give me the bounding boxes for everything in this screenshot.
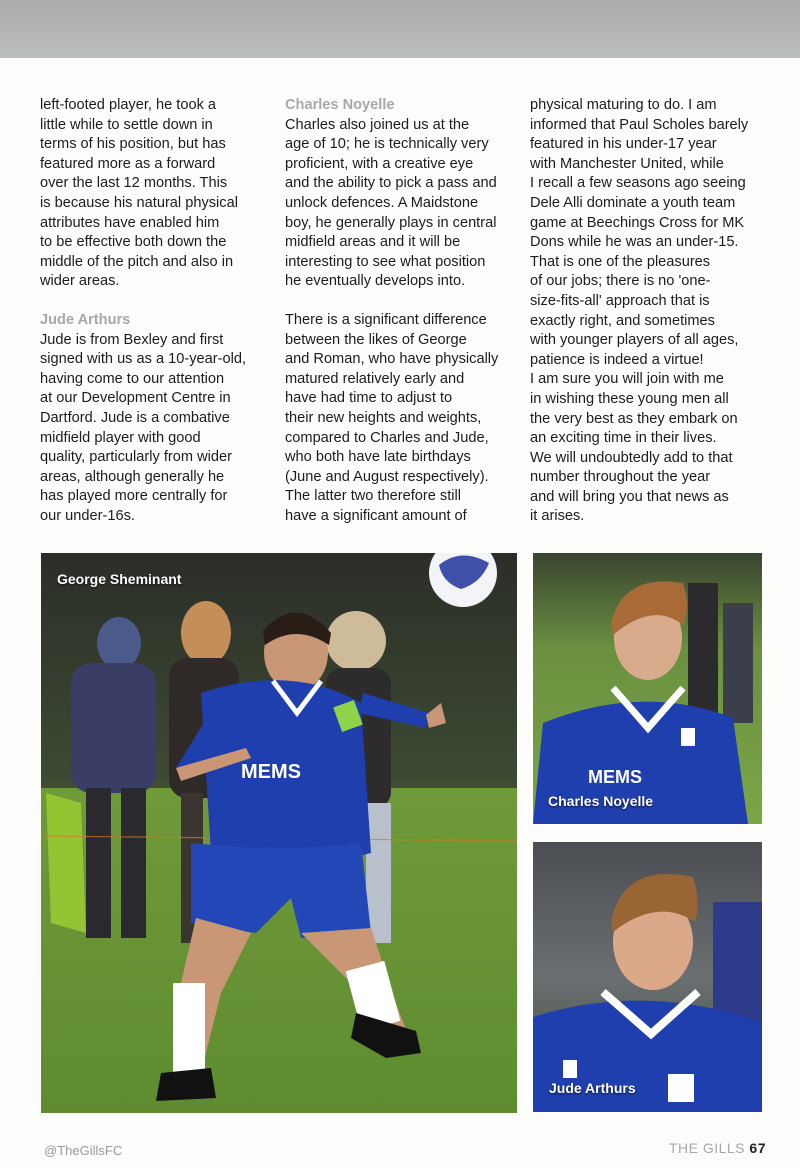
text-line: wider areas.	[40, 273, 120, 290]
column1-body	[40, 331, 274, 527]
text-line: who both have late birthdays	[285, 449, 471, 466]
text-line: quality, particularly from wider	[40, 449, 232, 466]
text-line: signed with us as a 10-year-old,	[40, 351, 247, 368]
text-line: the very best as they embark on	[530, 410, 738, 427]
column3-body	[530, 96, 764, 527]
text-line: attributes have enabled him	[40, 214, 220, 231]
text-line: That is one of the pleasures	[530, 253, 711, 270]
footer-handle: @TheGillsFC	[44, 1143, 123, 1158]
text-line: to be effective both down the	[40, 234, 227, 251]
charles-noyelle-photo	[533, 553, 762, 824]
text-line: Jude is from Bexley and first	[40, 331, 224, 348]
text-line: I am sure you will join with me	[530, 371, 724, 388]
scan-edge	[0, 0, 800, 58]
text-line: boy, he generally plays in central	[285, 214, 497, 231]
text-line: have a significant amount of	[285, 507, 467, 524]
text-line: informed that Paul Scholes barely	[530, 116, 749, 133]
text-line: game at Beechings Cross for MK	[530, 214, 745, 231]
text-line: Dele Alli dominate a youth team	[530, 194, 736, 211]
column1-intro	[40, 96, 274, 292]
text-line: areas, although generally he	[40, 468, 225, 485]
text-column-1	[40, 96, 274, 526]
text-line: midfield player with good	[40, 429, 201, 446]
page-number: 67	[749, 1140, 766, 1156]
text-line: We will undoubtedly add to that	[530, 449, 733, 466]
text-column-2	[285, 96, 519, 526]
text-line: proficient, with a creative eye	[285, 155, 474, 172]
jude-arthurs-photo	[533, 842, 762, 1112]
text-line: have had time to adjust to	[285, 390, 453, 407]
text-line: unlock defences. A Maidstone	[285, 194, 479, 211]
text-line: little while to settle down in	[40, 116, 213, 133]
text-line: has played more centrally for	[40, 488, 228, 505]
text-line: compared to Charles and Jude,	[285, 429, 489, 446]
text-line: an exciting time in their lives.	[530, 430, 717, 447]
text-line: exactly right, and sometimes	[530, 312, 715, 329]
shirt-sponsor-2: MEMS	[588, 767, 642, 787]
text-line: Charles also joined us at the	[285, 116, 470, 133]
text-line: patience is indeed a virtue!	[530, 351, 704, 368]
text-line: interesting to see what position	[285, 253, 486, 270]
text-line: midfield areas and it will be	[285, 234, 461, 251]
charles-noyelle-heading: Charles Noyelle	[285, 97, 395, 113]
shirt-sponsor: MEMS	[241, 761, 301, 783]
text-line: it arises.	[530, 508, 585, 525]
column2-paragraph2	[285, 311, 519, 527]
magazine-name: THE GILLS	[668, 1140, 746, 1156]
text-line: with younger players of all ages,	[530, 332, 739, 349]
column2-body	[285, 116, 519, 292]
text-line: terms of his position, but has	[40, 136, 226, 153]
main-photo-caption: George Sheminant	[57, 571, 182, 587]
text-column-3	[530, 96, 764, 527]
text-line: Dartford. Jude is a combative	[40, 409, 230, 426]
text-line: The latter two therefore still	[285, 488, 462, 505]
text-line: physical maturing to do. I am	[530, 97, 717, 113]
text-line: in wishing these young men all	[530, 390, 729, 407]
text-line: There is a significant difference	[285, 311, 487, 328]
text-line: and Roman, who have physically	[285, 351, 499, 368]
text-line: middle of the pitch and also in	[40, 253, 234, 270]
text-line: he eventually develops into.	[285, 273, 466, 290]
text-line: featured more as a forward	[40, 155, 216, 172]
text-line: our under-16s.	[40, 507, 135, 524]
jude-arthurs-heading: Jude Arthurs	[40, 311, 131, 328]
text-line: featured in his under-17 year	[530, 136, 717, 153]
text-line: with Manchester United, while	[530, 155, 724, 172]
footer-page-info	[669, 1140, 766, 1156]
text-line: and the ability to pick a pass and	[285, 175, 497, 192]
text-line: number throughout the year	[530, 469, 711, 486]
george-sheminant-photo	[41, 553, 517, 1113]
text-line: having come to our attention	[40, 370, 225, 387]
text-line: over the last 12 months. This	[40, 175, 228, 192]
top-right-photo-caption: Charles Noyelle	[548, 793, 654, 809]
text-line: left-footed player, he took a	[40, 97, 217, 113]
text-line: between the likes of George	[285, 331, 467, 348]
text-line: size-fits-all' approach that is	[530, 292, 710, 309]
text-line: Dons while he was an under-15.	[530, 234, 739, 251]
bottom-right-photo-caption: Jude Arthurs	[549, 1080, 636, 1096]
text-line: is because his natural physical	[40, 194, 238, 211]
text-line: matured relatively early and	[285, 370, 465, 387]
text-line: and will bring you that news as	[530, 488, 729, 505]
text-line: of our jobs; there is no 'one-	[530, 273, 711, 290]
text-line: age of 10; he is technically very	[285, 136, 489, 153]
text-line: their new heights and weights,	[285, 409, 482, 426]
text-line: (June and August respectively).	[285, 468, 489, 485]
text-line: I recall a few seasons ago seeing	[530, 175, 746, 192]
text-line: at our Development Centre in	[40, 390, 231, 407]
